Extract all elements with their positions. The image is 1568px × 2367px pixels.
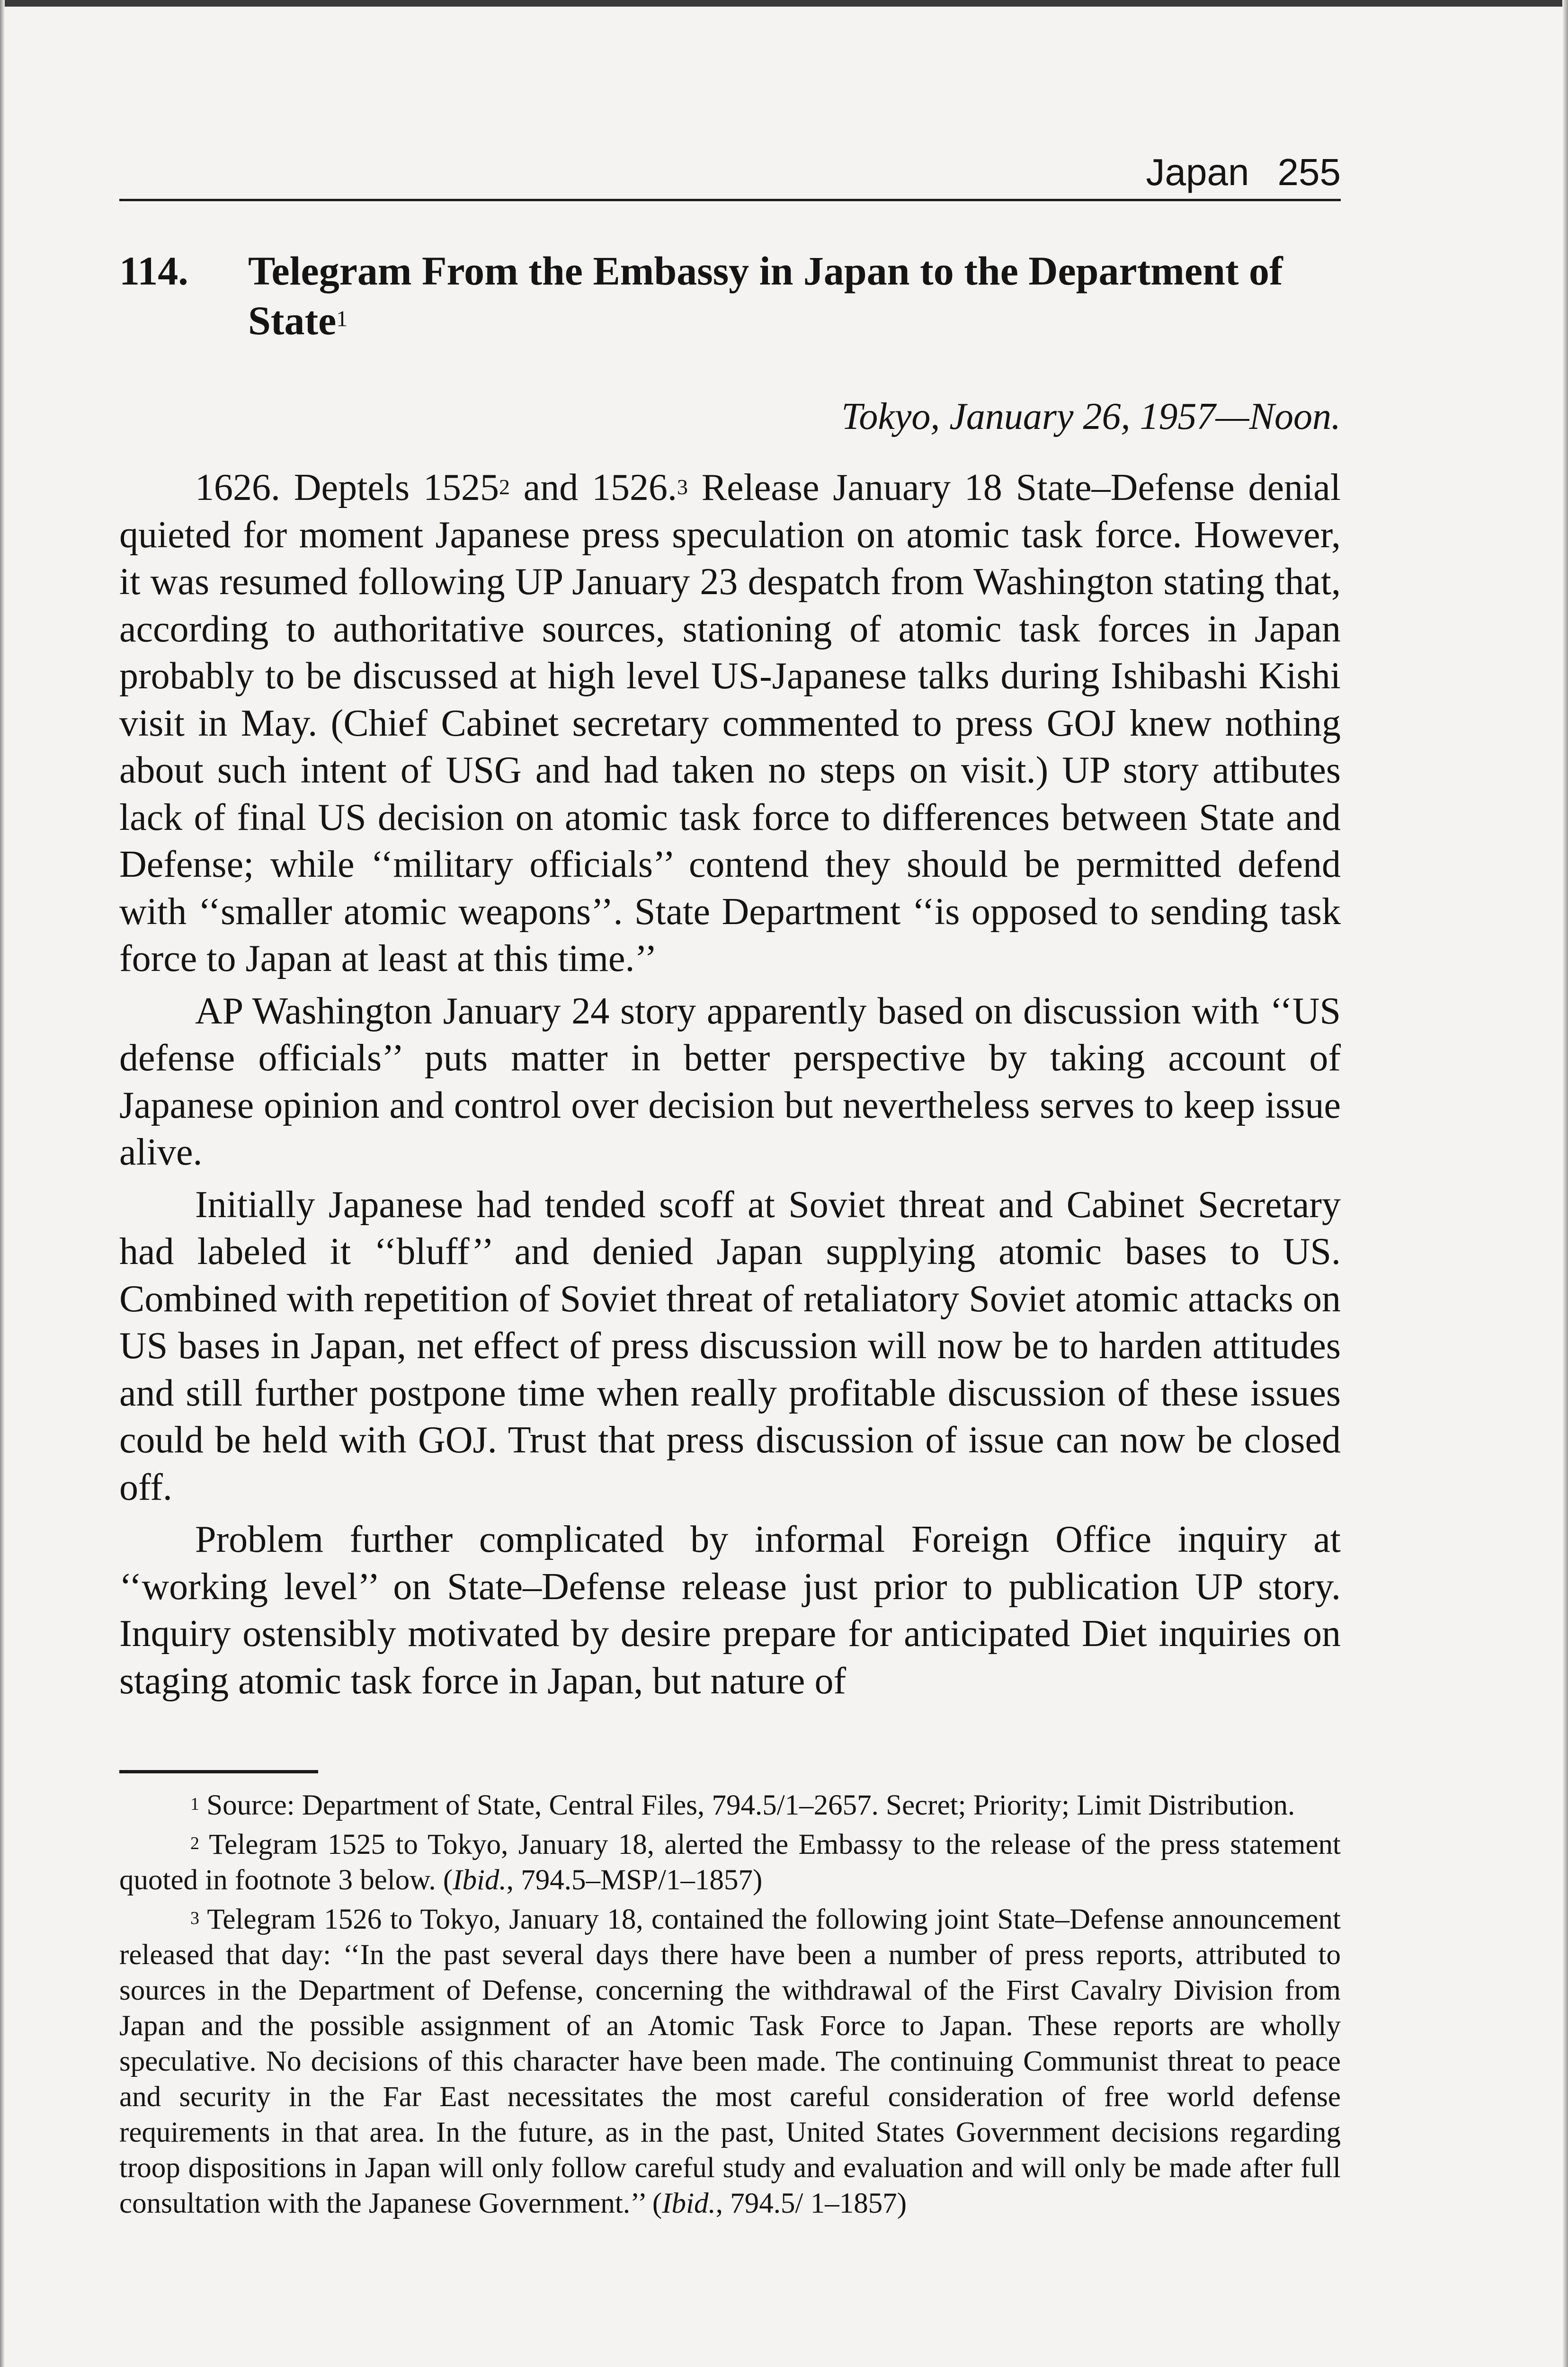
footnote-rule [119, 1770, 318, 1773]
footnote-3-text-b: , 794.5/ 1–1857) [715, 2188, 907, 2219]
p1-text-c: Release January 18 State–Defense denial quieted for moment Japanese press speculation on atomic task force. However, it was resumed following UP January 23 despatch from Washington stating that, according to authoritative sources, stationing of atomic task forces in Japan probably to be discussed at high level US-Japanese talks during Ishibashi Kishi visit in May. (Chief Cabinet secretary commented to press GOJ knew nothing about such intent of USG and had taken no steps on visit.) UP story attibutes lack of final US decision on atomic task force to differences between State and Defense; while ‘‘military officials’’ contend they should be permitted defend with ‘‘smaller atomic weapons’’. State Department ‘‘is opposed to sending task force to Japan at least at this time.’’ [119, 467, 1341, 979]
body-paragraph-3: Initially Japanese had tended scoff at Soviet threat and Cabinet Secretary had labeled it ‘‘bluff’’ and denied Japan supplying atomic bases to US. Combined with repetition of Soviet threat of retaliatory Soviet atomic attacks on US bases in Japan, net effect of press discussion will now be to harden attitudes and still further postpone time when really profitable discussion of these issues could be held with GOJ. Trust that press discussion of issue can now be closed off. [119, 1184, 1341, 1508]
footnote-2-marker: 2 [190, 1833, 199, 1853]
p1-text-b: and 1526. [509, 467, 677, 508]
footnote-1-text: Source: Department of State, Central Files, 794.5/1–2657. Secret; Priority; Limit Distribution. [206, 1789, 1295, 1821]
page-number: 255 [1277, 151, 1341, 193]
footnote-1-marker: 1 [190, 1794, 199, 1814]
book-page [119, 142, 1341, 2225]
footnote-ref-1: 1 [336, 306, 348, 331]
footnote-2-text-b: , 794.5–MSP/1–1857) [506, 1864, 763, 1896]
scan-left-edge [0, 0, 5, 2367]
footnote-ref-2: 2 [499, 475, 510, 499]
running-head-text [1146, 151, 1341, 194]
footnote-2-ibid: Ibid. [453, 1864, 507, 1896]
header-rule [119, 199, 1341, 201]
scan-right-edge [1562, 0, 1568, 2367]
running-head-section: Japan [1146, 151, 1249, 193]
footnote-3-marker: 3 [190, 1908, 199, 1928]
dateline: Tokyo, January 26, 1957—Noon. [841, 396, 1341, 437]
footnote-3-text-a: Telegram 1526 to Tokyo, January 18, contained the following joint State–Defense announcement released that day: ‘‘In the past several days there have been a number of press reports, attributed to sources in the Department of Defense, concerning the withdrawal of the First Cavalry Division from Japan and the possible assignment of an Atomic Task Force to Japan. These reports are wholly speculative. No decisions of this character have been made. The continuing Communist threat to peace and security in the Far East necessitates the most careful consideration of free world defense requirements in that area. In the future, as in the past, United States Government decisions regarding troop dispositions in Japan will only follow careful study and evaluation and will only be made after full consultation with the Japanese Government.’’ ( [119, 1904, 1341, 2219]
body-paragraph-4: Problem further complicated by informal Foreign Office inquiry at ‘‘working level’’ on State–Defense release just prior to publication UP story. Inquiry ostensibly motivated by desire prepare for anticipated Diet inquiries on staging atomic task force in Japan, but nature of [119, 1519, 1341, 1702]
document-title-block [248, 246, 1341, 346]
scan-top-edge [0, 0, 1568, 7]
document-number: 114. [119, 248, 188, 294]
running-head [119, 142, 1341, 199]
footnote-3 [119, 1902, 1341, 2221]
document-title: Telegram From the Embassy in Japan to the Department of State [248, 248, 1283, 343]
footnote-ref-3: 3 [677, 475, 688, 499]
body-paragraph-2: AP Washington January 24 story apparently based on discussion with ‘‘US defense officials’’ puts matter in better perspective by taking account of Japanese opinion and control over decision but nevertheless serves to keep issue alive. [119, 990, 1341, 1173]
p1-text-a: 1626. Deptels 1525 [195, 467, 499, 508]
document-heading [119, 246, 1341, 346]
footnote-2 [119, 1827, 1341, 1898]
footnote-3-ibid: Ibid. [662, 2188, 716, 2219]
footnote-1 [119, 1788, 1341, 1823]
footnote-2-text-a: Telegram 1525 to Tokyo, January 18, alerted the Embassy to the release of the press statement quoted in footnote 3 below. ( [119, 1829, 1341, 1896]
body-paragraph-1 [119, 464, 1341, 983]
